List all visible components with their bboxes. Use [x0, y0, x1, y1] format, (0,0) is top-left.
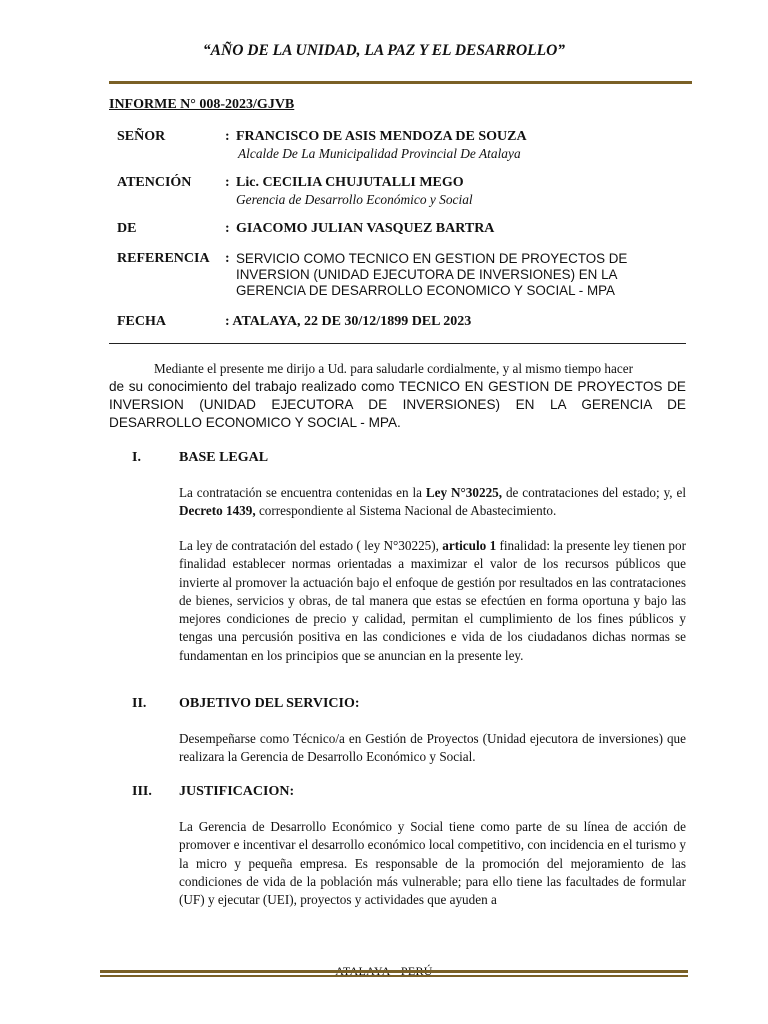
intro-line-2: de su conocimiento del trabajo realizado como TECNICO EN GESTION DE PROYECTOS DE — [109, 379, 686, 394]
attention-title: Gerencia de Desarrollo Económico y Social — [236, 192, 473, 207]
text-run: La contratación se encuentra contenidas en la — [179, 485, 426, 500]
field-label-de: DE — [117, 221, 137, 236]
colon: : — [225, 129, 230, 144]
intro-line-1: Mediante el presente me dirijo a Ud. para saludarle cordialmente, y al mismo tiempo hacer — [154, 361, 633, 376]
recipient-name: FRANCISCO DE ASIS MENDOZA DE SOUZA — [236, 129, 527, 144]
decree-reference: Decreto 1439, — [179, 503, 256, 519]
article-reference: articulo 1 — [442, 538, 497, 553]
footer-divider — [100, 970, 688, 973]
section-number: I. — [132, 450, 141, 465]
reference-line-2: INVERSION (UNIDAD EJECUTORA DE INVERSIONES) EN LA — [236, 267, 618, 282]
header-divider — [109, 81, 692, 84]
field-label-senor: SEÑOR — [117, 129, 166, 144]
sender-name: GIACOMO JULIAN VASQUEZ BARTRA — [236, 221, 495, 236]
section-paragraph — [179, 484, 686, 521]
footer-divider — [100, 975, 688, 977]
section-title: OBJETIVO DEL SERVICIO: — [179, 696, 360, 711]
reference-line-1: SERVICIO COMO TECNICO EN GESTION DE PROYECTOS DE — [236, 251, 628, 266]
text-run: de contrataciones del estado; y, el — [502, 485, 687, 500]
text-run: La ley de contratación del estado ( ley N°30225), — [179, 538, 443, 553]
report-number: INFORME N° 008-2023/GJVB — [109, 97, 295, 112]
header-block-divider — [109, 343, 686, 344]
colon: : — [225, 221, 230, 236]
field-label-atencion: ATENCIÓN — [117, 175, 192, 190]
field-label-fecha: FECHA — [117, 314, 166, 329]
section-number: III. — [132, 784, 152, 799]
date-value: : ATALAYA, 22 DE 30/12/1899 DEL 2023 — [225, 314, 472, 329]
section-title: JUSTIFICACION: — [179, 784, 295, 799]
intro-line-4: DESARROLLO ECONOMICO Y SOCIAL - MPA. — [109, 415, 401, 430]
section-number: II. — [132, 696, 147, 711]
text-run: finalidad: la presente ley tienen por finalidad establecer normas orientadas a maximizar el valor de los recursos públicos que invierte al promover la actuación bajo el enfoque de gestión por resultados en las contrataciones de bienes, servicios y obras, de tal manera que estas se efectúen en forma oportuna y bajo las mejores condiciones de precio y calidad, permitan el cumplimiento de los fines públicos y tengas una percusión positiva en las condiciones e vida de los ciudadanos dichas normas se fundamentan en los principios que se anuncian en la presente ley. — [179, 538, 686, 663]
law-reference: Ley N°30225, — [425, 485, 503, 500]
section-title: BASE LEGAL — [179, 450, 269, 465]
section-paragraph: La Gerencia de Desarrollo Económico y Social tiene como parte de su línea de acción de promover e incentivar el desarrollo económico local competitivo, con incidencia en el turismo y la micro y pequeña empresa. Es responsable de la promoción del mejoramiento de las condiciones de vida de la población más vulnerable; para ello tiene las facultades de formular (UF) y ejecutar (UEI), proyectos y actividades que ayuden a — [179, 819, 686, 908]
colon: : — [225, 175, 230, 190]
section-paragraph — [179, 537, 686, 665]
reference-line-3: GERENCIA DE DESARROLLO ECONOMICO Y SOCIAL - MPA — [236, 283, 615, 298]
header-motto: “AÑO DE LA UNIDAD, LA PAZ Y EL DESARROLLO” — [202, 42, 566, 59]
recipient-title: Alcalde De La Municipalidad Provincial De Atalaya — [238, 146, 521, 161]
intro-line-3: INVERSION (UNIDAD EJECUTORA DE INVERSIONES) EN LA GERENCIA DE — [109, 397, 686, 412]
text-run: correspondiente al Sistema Nacional de Abastecimiento. — [255, 503, 557, 519]
attention-name: Lic. CECILIA CHUJUTALLI MEGO — [236, 175, 464, 190]
colon: : — [225, 251, 230, 266]
field-label-referencia: REFERENCIA — [117, 251, 210, 266]
section-paragraph: Desempeñarse como Técnico/a en Gestión de Proyectos (Unidad ejecutora de inversiones) que realizara la Gerencia de Desarrollo Económico y Social. — [179, 731, 686, 765]
